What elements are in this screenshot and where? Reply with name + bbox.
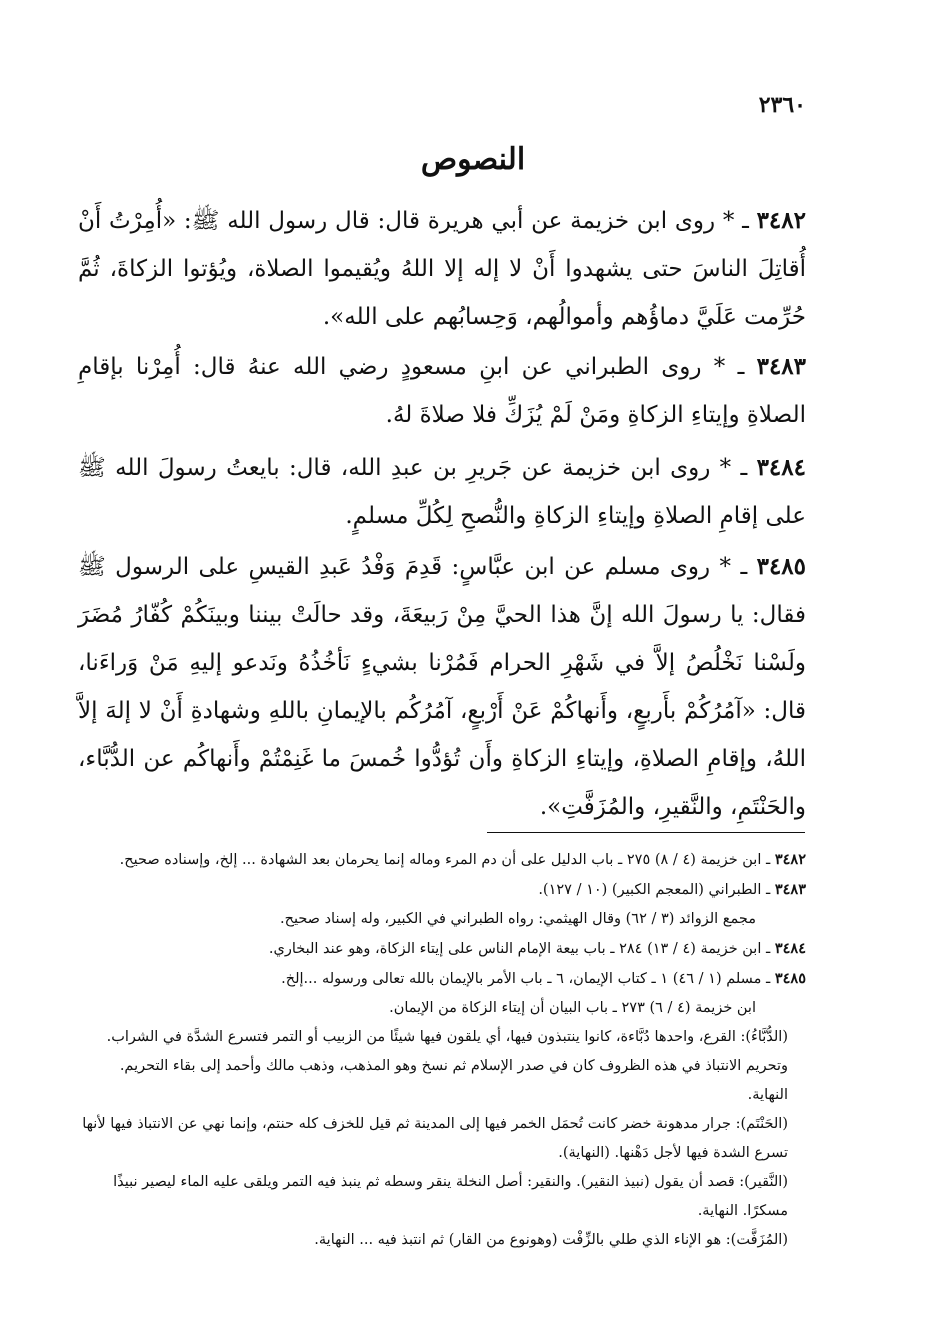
hadith-text: روى مسلم عن ابن عبَّاسٍ: قَدِمَ وَفْدُ عَبدِ القيسِ على الرسول ﷺ فقال: يا رسولَ الله إنَّ هذا الحيَّ مِنْ رَبيعَةَ، وقد حالَتْ بيننا وبينَكُمْ كُفّارُ مُضَرَ ولَسْنا نَخْلُصُ إلاَّ في شَهْرِ الحرام فَمُرْنا بشيءٍ نَأخُذُهُ ونَدعو إليهِ مَنْ وَراءَنا، قال: «آمُرُكُمْ بأَربعٍ، وأَنهاكُمْ عَنْ أَرْبعٍ، آمُرُكُم بالإيمانِ باللهِ وشهادةِ أَنْ لا إلهَ إلاَّ اللهُ، وإقامِ الصلاةِ، وإيتاءِ الزكاةِ وأَن تُؤدُّوا خُمسَ ما غَنِمْتُمْ وأَنهاكُم عن الدُّبَّاء، والحَنْتَمِ، والنَّقيرِ، والمُزَفَّتِ».	[78, 554, 806, 820]
hadith-paragraph: ٣٤٨٤ ـ * روى ابن خزيمة عن جَريرِ بن عبدِ الله، قال: بايعتُ رسولَ الله ﷺ على إقامِ الصلاةِ وإيتاءِ الزكاةِ والنُّصحِ لِكُلِّ مسلمٍ.	[78, 454, 806, 529]
footnote-text: ابن خزيمة (٤ / ٦) ٢٧٣ ـ باب البيان أن إيتاء الزكاة من الإيمان.	[389, 1000, 756, 1016]
hadith-paragraph: ٣٤٨٥ ـ * روى مسلم عن ابن عبَّاسٍ: قَدِمَ وَفْدُ عَبدِ القيسِ على الرسول ﷺ فقال: يا رسولَ الله إنَّ هذا الحيَّ مِنْ رَبيعَةَ، وقد حالَتْ بيننا وبينَكُمْ كُفّارُ مُضَرَ ولَسْنا نَخْلُصُ إلاَّ في شَهْرِ الحرام فَمُرْنا بشيءٍ نَأخُذُهُ ونَدعو إليهِ مَنْ وَراءَنا، قال: «آمُرُكُمْ بأَربعٍ، وأَنهاكُمْ عَنْ أَرْبعٍ، آمُرُكُم بالإيمانِ باللهِ وشهادةِ أَنْ لا إلهَ إلاَّ اللهُ، وإقامِ الصلاةِ، وإيتاءِ الزكاةِ وأَن تُؤدُّوا خُمسَ ما غَنِمْتُمْ وأَنهاكُم عن الدُّبَّاء، والحَنْتَمِ، والنَّقيرِ، والمُزَفَّتِ».	[78, 553, 807, 820]
footnote-text: مسلم (١ / ٤٦) ١ ـ كتاب الإيمان، ٦ ـ باب الأمر بالإيمان بالله تعالى ورسوله ...إلخ.	[281, 971, 762, 987]
hadith-number: ٣٤٨٤	[756, 454, 806, 481]
footnote-text: (الدُّبَّاءُ): القرع، واحدها دُبَّاءة، كانوا ينتبذون فيها، أي يلقون فيها شيئًا من الزبيب أو التمر فتسرع الشدَّة في الشراب. وتحريم الانتباذ في هذه الظروف كان في صدر الإسلام ثم نسخ وهو المذهب، وذهب مالك وأحمد إلى بقاء التحريم. النهاية.	[106, 1029, 788, 1103]
footnote	[78, 994, 806, 1023]
section-title: النصوص	[420, 142, 526, 177]
hadith-paragraph: ٣٤٨٢ ـ * روى ابن خزيمة عن أبي هريرة قال: قال رسول الله ﷺ: «أُمِرْتُ أَنْ أُقاتِلَ الناسَ حتى يشهدوا أَنْ لا إله إلا اللهُ ويُقيموا الصلاة، ويُؤتوا الزكاةَ، ثُمَّ حُرِّمت عَلَيَّ دماؤُهم وأموالُهم، وَحِسابُهم على الله».	[78, 207, 806, 330]
footnote: ٣٤٨٣ ـ الطبراني (المعجم الكبير) (١٠ / ١٢٧).	[538, 881, 806, 898]
hadith-text: روى ابن خزيمة عن جَريرِ بن عبدِ الله، قال: بايعتُ رسولَ الله ﷺ على إقامِ الصلاةِ وإيتاءِ الزكاةِ والنُّصحِ لِكُلِّ مسلمٍ.	[78, 455, 806, 529]
footnote-text: (المُزَفَّت): هو الإناء الذي طلي بالزِّفْت (وهونوع من القار) ثم انتبذ فيه ... النهاية.	[314, 1232, 788, 1248]
footnote-text: ابن خزيمة (٤ / ١٣) ٢٨٤ ـ باب بيعة الإمام الناس على إيتاء الزكاة، وهو عند البخاري.	[268, 941, 762, 957]
footnote-text: (النَّقير): قصد أن يقول (نبيذ النقير). والنقير: أصل النخلة ينقر وسطه ثم ينبذ فيه التمر ويلقى عليه الماء ليصير نبيذًا مسكرًا. النهاية.	[113, 1174, 788, 1219]
footnote	[78, 1168, 806, 1226]
hadith-text: روى الطبراني عن ابنِ مسعودٍ رضي الله عنهُ قال: أُمِرْنا بإقامِ الصلاةِ وإيتاءِ الزكاةِ ومَنْ لَمْ يُزَكِّ فلا صلاةَ لهُ.	[78, 354, 806, 428]
footnote	[78, 905, 806, 934]
footnote-number: ٣٤٨٣	[774, 881, 806, 898]
footnote-divider	[487, 832, 805, 833]
footnote	[78, 1023, 806, 1110]
footnote: ٣٤٨٢ ـ ابن خزيمة (٤ / ٨) ٢٧٥ ـ باب الدليل على أن دم المرء وماله إنما يحرمان بعد الشهادة ... إلخ، وإسناده صحيح.	[119, 851, 806, 868]
hadith-number: ٣٤٨٢	[756, 207, 806, 234]
footnote-text: (الحَنْتَم): جرار مدهونة خضر كانت تُحمَل الخمر فيها إلى المدينة ثم قيل للخزف كله حنتم، وإنما نهي عن الانتباذ فيها لأنها تسرع الشدة فيها لأجل دَهْنها. (النهاية).	[82, 1116, 788, 1161]
footnotes	[78, 845, 806, 1255]
footnote: ٣٤٨٥ ـ مسلم (١ / ٤٦) ١ ـ كتاب الإيمان، ٦ ـ باب الأمر بالإيمان بالله تعالى ورسوله ...إلخ.	[281, 970, 806, 987]
hadith-paragraph: ٣٤٨٣ ـ * روى الطبراني عن ابنِ مسعودٍ رضي الله عنهُ قال: أُمِرْنا بإقامِ الصلاةِ وإيتاءِ الزكاةِ ومَنْ لَمْ يُزَكِّ فلا صلاةَ لهُ.	[78, 353, 807, 428]
footnote-number: ٣٤٨٢	[774, 851, 806, 868]
hadith-text: روى ابن خزيمة عن أبي هريرة قال: قال رسول الله ﷺ: «أُمِرْتُ أَنْ أُقاتِلَ الناسَ حتى يشهدوا أَنْ لا إله إلا اللهُ ويُقيموا الصلاة، ويُؤتوا الزكاةَ، ثُمَّ حُرِّمت عَلَيَّ دماؤُهم وأموالُهم، وَحِسابُهم على الله».	[78, 208, 806, 330]
footnote-text: مجمع الزوائد (٣ / ٦٢) وقال الهيثمي: رواه الطبراني في الكبير، وله إسناد صحيح.	[279, 911, 756, 927]
footnote	[78, 1110, 806, 1168]
footnote	[78, 1226, 806, 1255]
footnote-number: ٣٤٨٥	[774, 970, 806, 987]
footnote-text: الطبراني (المعجم الكبير) (١٠ / ١٢٧).	[538, 882, 762, 898]
footnote-number: ٣٤٨٤	[774, 940, 806, 957]
footnote-text: ابن خزيمة (٤ / ٨) ٢٧٥ ـ باب الدليل على أن دم المرء وماله إنما يحرمان بعد الشهادة ... إلخ، وإسناده صحيح.	[119, 852, 762, 868]
page-number: ٢٣٦٠	[758, 92, 806, 118]
hadith-number: ٣٤٨٣	[756, 353, 807, 380]
footnote: ٣٤٨٤ ـ ابن خزيمة (٤ / ١٣) ٢٨٤ ـ باب بيعة الإمام الناس على إيتاء الزكاة، وهو عند البخاري.	[268, 940, 806, 957]
hadith-number: ٣٤٨٥	[756, 553, 807, 580]
